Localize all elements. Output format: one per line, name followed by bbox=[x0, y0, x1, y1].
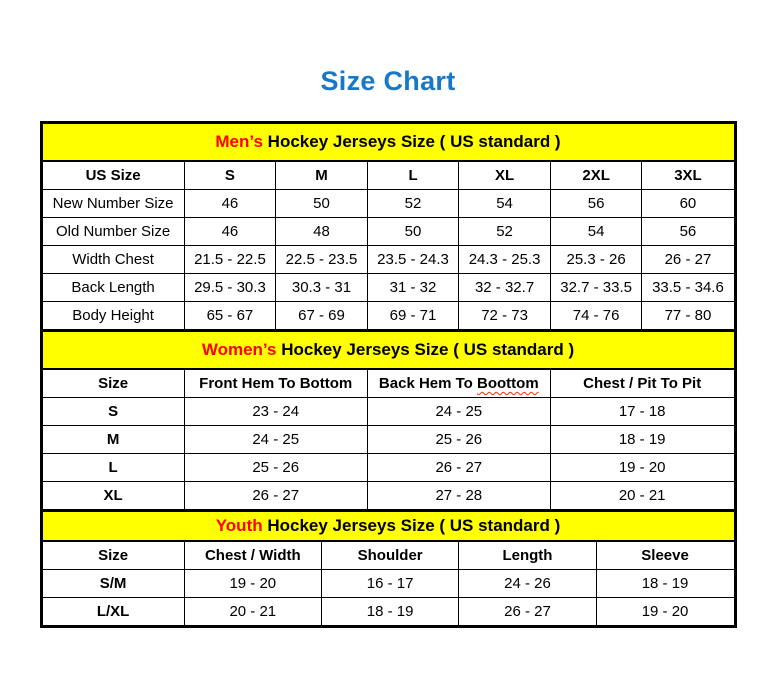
column-header: 3XL bbox=[642, 162, 734, 190]
table-row bbox=[43, 482, 734, 510]
cell: 23.5 - 24.3 bbox=[367, 246, 459, 274]
row-label: New Number Size bbox=[43, 190, 185, 218]
cell: 72 - 73 bbox=[459, 302, 551, 330]
womens-size-table bbox=[43, 370, 734, 510]
womens-section-title-highlight: Women’s bbox=[201, 340, 277, 359]
row-label: M bbox=[43, 426, 185, 454]
womens-section-header bbox=[43, 330, 734, 370]
cell: 26 - 27 bbox=[642, 246, 734, 274]
youth-header-row bbox=[43, 542, 734, 570]
cell: 19 - 20 bbox=[184, 570, 321, 598]
cell: 18 - 19 bbox=[321, 598, 458, 626]
row-label: L/XL bbox=[43, 598, 185, 626]
column-header: Size bbox=[43, 370, 185, 398]
cell: 46 bbox=[184, 190, 276, 218]
column-header: L bbox=[367, 162, 459, 190]
cell: 26 - 27 bbox=[459, 598, 596, 626]
cell: 19 - 20 bbox=[550, 454, 733, 482]
column-header: Shoulder bbox=[321, 542, 458, 570]
cell: 18 - 19 bbox=[550, 426, 733, 454]
row-label: Width Chest bbox=[43, 246, 185, 274]
cell: 16 - 17 bbox=[321, 570, 458, 598]
cell: 25 - 26 bbox=[184, 454, 367, 482]
cell: 65 - 67 bbox=[184, 302, 276, 330]
womens-section-title: Hockey Jerseys Size ( US standard ) bbox=[281, 340, 575, 359]
column-header: S bbox=[184, 162, 276, 190]
cell: 22.5 - 23.5 bbox=[276, 246, 368, 274]
cell: 52 bbox=[459, 218, 551, 246]
table-row bbox=[43, 426, 734, 454]
cell: 46 bbox=[184, 218, 276, 246]
cell: 24 - 26 bbox=[459, 570, 596, 598]
cell: 32 - 32.7 bbox=[459, 274, 551, 302]
table-row bbox=[43, 218, 734, 246]
mens-section-title: Hockey Jerseys Size ( US standard ) bbox=[267, 132, 561, 151]
cell: 74 - 76 bbox=[550, 302, 642, 330]
column-header: XL bbox=[459, 162, 551, 190]
cell: 27 - 28 bbox=[367, 482, 550, 510]
cell: 60 bbox=[642, 190, 734, 218]
column-header: Front Hem To Bottom bbox=[184, 370, 367, 398]
column-header bbox=[367, 370, 550, 398]
cell: 54 bbox=[550, 218, 642, 246]
column-header: Size bbox=[43, 542, 185, 570]
cell: 20 - 21 bbox=[184, 598, 321, 626]
cell: 56 bbox=[642, 218, 734, 246]
cell: 18 - 19 bbox=[596, 570, 733, 598]
cell: 25 - 26 bbox=[367, 426, 550, 454]
column-header: Chest / Width bbox=[184, 542, 321, 570]
table-row bbox=[43, 598, 734, 626]
cell: 69 - 71 bbox=[367, 302, 459, 330]
column-header-text: Back Hem To bbox=[378, 375, 473, 392]
column-header: Chest / Pit To Pit bbox=[550, 370, 733, 398]
mens-header-row bbox=[43, 162, 734, 190]
cell: 19 - 20 bbox=[596, 598, 733, 626]
cell: 77 - 80 bbox=[642, 302, 734, 330]
row-label: L bbox=[43, 454, 185, 482]
cell: 52 bbox=[367, 190, 459, 218]
cell: 17 - 18 bbox=[550, 398, 733, 426]
size-chart bbox=[40, 121, 737, 628]
table-row bbox=[43, 190, 734, 218]
mens-section-header bbox=[43, 124, 734, 162]
cell: 48 bbox=[276, 218, 368, 246]
cell: 29.5 - 30.3 bbox=[184, 274, 276, 302]
cell: 67 - 69 bbox=[276, 302, 368, 330]
column-header: US Size bbox=[43, 162, 185, 190]
row-label: S/M bbox=[43, 570, 185, 598]
column-header: 2XL bbox=[550, 162, 642, 190]
womens-header-row bbox=[43, 370, 734, 398]
table-row bbox=[43, 454, 734, 482]
cell: 31 - 32 bbox=[367, 274, 459, 302]
cell: 25.3 - 26 bbox=[550, 246, 642, 274]
row-label: Old Number Size bbox=[43, 218, 185, 246]
cell: 54 bbox=[459, 190, 551, 218]
table-row bbox=[43, 246, 734, 274]
table-row bbox=[43, 398, 734, 426]
column-header: Length bbox=[459, 542, 596, 570]
row-label: Body Height bbox=[43, 302, 185, 330]
youth-section-header bbox=[43, 510, 734, 542]
cell: 30.3 - 31 bbox=[276, 274, 368, 302]
cell: 26 - 27 bbox=[184, 482, 367, 510]
cell: 56 bbox=[550, 190, 642, 218]
cell: 23 - 24 bbox=[184, 398, 367, 426]
table-row bbox=[43, 302, 734, 330]
column-header: M bbox=[276, 162, 368, 190]
row-label: Back Length bbox=[43, 274, 185, 302]
page-title: Size Chart bbox=[320, 66, 456, 96]
youth-section-title-highlight: Youth bbox=[215, 516, 263, 535]
cell: 26 - 27 bbox=[367, 454, 550, 482]
cell: 32.7 - 33.5 bbox=[550, 274, 642, 302]
cell: 33.5 - 34.6 bbox=[642, 274, 734, 302]
mens-section-title-highlight: Men’s bbox=[215, 132, 263, 151]
row-label: S bbox=[43, 398, 185, 426]
cell: 24 - 25 bbox=[184, 426, 367, 454]
cell: 24.3 - 25.3 bbox=[459, 246, 551, 274]
cell: 21.5 - 22.5 bbox=[184, 246, 276, 274]
cell: 24 - 25 bbox=[367, 398, 550, 426]
cell: 50 bbox=[276, 190, 368, 218]
mens-size-table bbox=[43, 162, 734, 330]
table-row bbox=[43, 570, 734, 598]
table-row bbox=[43, 274, 734, 302]
cell: 50 bbox=[367, 218, 459, 246]
column-header: Sleeve bbox=[596, 542, 733, 570]
misspelled-word: Boottom bbox=[477, 375, 539, 392]
youth-section-title: Hockey Jerseys Size ( US standard ) bbox=[267, 516, 561, 535]
youth-size-table bbox=[43, 542, 734, 625]
row-label: XL bbox=[43, 482, 185, 510]
cell: 20 - 21 bbox=[550, 482, 733, 510]
